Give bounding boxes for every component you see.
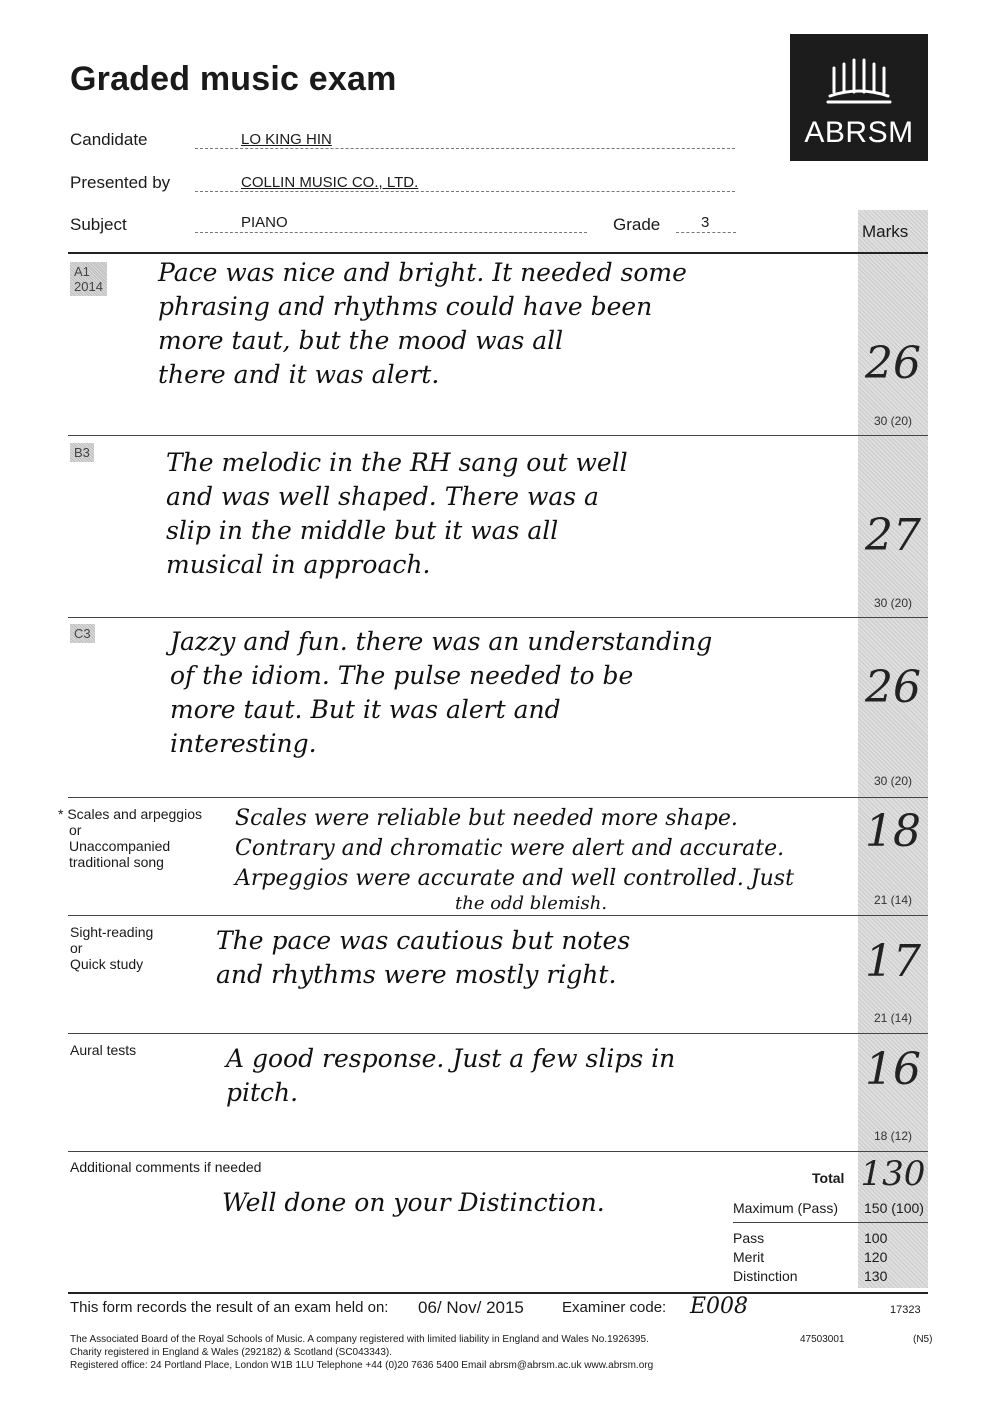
additional-comment: Well done on your Distinction. [222,1188,605,1217]
scales-label: * Scales and arpeggios or Unaccompanied traditional song [58,806,202,870]
scales-max: 21 (14) [873,893,913,907]
exam-date: 06/ Nov/ 2015 [418,1298,524,1317]
aural-tests-mark: 16 [865,1044,921,1095]
scales-comment: Scales were reliable but needed more shape. Contrary and chromatic were alert and accurate. Arpeggios were accurate and well controlled. Just the odd blemish. [235,806,794,914]
scales-mark: 18 [865,806,921,857]
section-id: A1 2014 [70,262,107,296]
sight-reading-mark: 17 [865,936,921,987]
section-c3-mark: 26 [865,662,921,713]
section-id: B3 [70,443,94,462]
total-value: 130 [860,1154,926,1194]
section-c3-max: 30 (20) [873,774,913,788]
aural-tests-max: 18 (12) [873,1129,913,1143]
abrsm-logo [790,34,928,161]
section-id: C3 [70,624,95,643]
sight-reading-max: 21 (14) [873,1011,913,1025]
crown-icon [790,34,928,114]
presented-by-value: COLLIN MUSIC CO., LTD. [241,174,419,191]
candidate-value: LO KING HIN [241,131,332,148]
maximum-label: Maximum (Pass) [733,1200,839,1216]
form-variant-code: (N5) [913,1334,933,1345]
section-a1-comment: Pace was nice and bright. It needed some phrasing and rhythms could have been more taut, but the mood was all there and it was alert. [158,258,687,389]
record-text: This form records the result of an exam held on: [70,1299,389,1316]
examiner-code-value: E008 [690,1294,749,1319]
subject-value: PIANO [241,214,288,231]
document-code: 47503001 [800,1334,845,1345]
aural-tests-comment: A good response. Just a few slips in pitch. [226,1044,676,1107]
logo-text: ABRSM [804,116,914,149]
section-b3-max: 30 (20) [873,596,913,610]
section-b3-mark: 27 [865,510,921,561]
grade-thresholds-values: 100 120 130 [864,1230,888,1284]
additional-comments-label: Additional comments if needed [70,1159,262,1175]
total-label: Total [812,1170,845,1186]
maximum-value: 150 (100) [864,1200,924,1216]
section-b3-comment: The melodic in the RH sang out well and was well shaped. There was a slip in the middle but it was all musical in approach. [166,448,628,579]
marks-header: Marks [862,222,909,241]
examiner-code-label: Examiner code: [562,1299,667,1316]
grade-label: Grade [613,215,661,234]
section-a1-max: 30 (20) [873,414,913,428]
candidate-label: Candidate [70,130,148,149]
subject-label: Subject [70,215,127,234]
grade-value: 3 [701,214,710,231]
sight-reading-comment: The pace was cautious but notes and rhythms were mostly right. [216,926,631,989]
grade-thresholds-labels: Pass Merit Distinction [733,1230,798,1284]
aural-tests-label: Aural tests [70,1042,137,1058]
section-a1-mark: 26 [865,338,921,389]
sight-reading-label: Sight-reading or Quick study [70,924,154,972]
section-c3-comment: Jazzy and fun. there was an understanding of the idiom. The pulse needed to be more taut. But it was alert and interesting. [170,627,713,758]
page-title: Graded music exam [70,60,397,98]
legal-text: The Associated Board of the Royal Schools of Music. A company registered with limited liability in England and Wales No.1926395. Charity registered in England & Wales (292182) & Scotland (SC043343). Registered office: 24 Portland Place, London W1B 1LU Telephone +44 (0)20 7636 5400 Email abrsm@abrsm.ac.uk www.abrsm.org [70,1334,654,1371]
form-number: 17323 [890,1304,921,1316]
presented-by-label: Presented by [70,173,171,192]
